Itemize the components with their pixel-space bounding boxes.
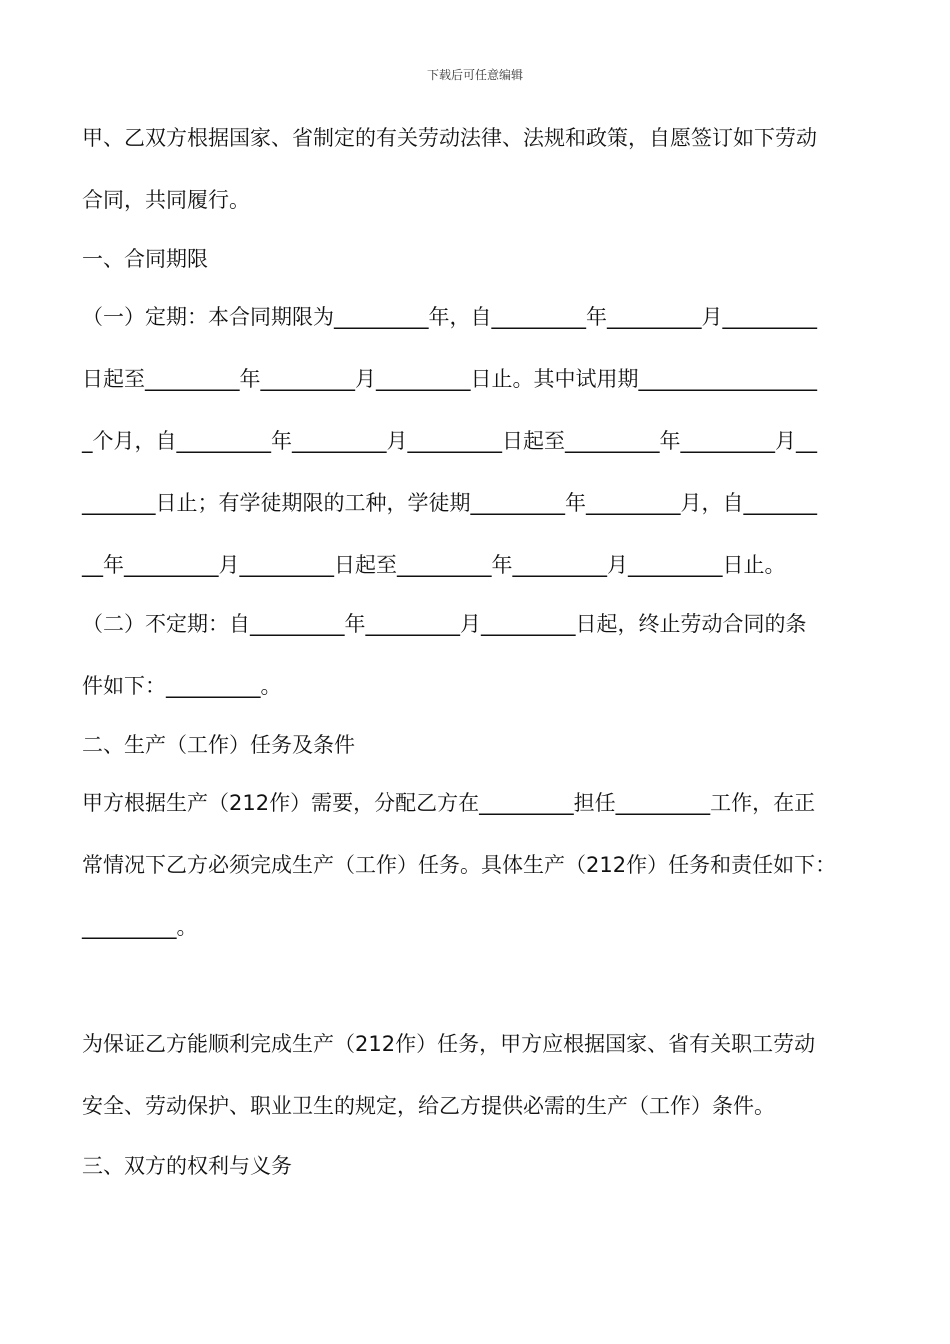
paragraph-line-tasks-3: _________。: [82, 915, 198, 939]
paragraph-line-fixed-term-3: _个月，自_________年_________月_________日起至_________年_________月__: [82, 429, 817, 453]
paragraph-line-1: 甲、乙双方根据国家、省制定的有关劳动法律、法规和政策，自愿签订如下劳动: [82, 126, 817, 150]
paragraph-line-conditions-2: 安全、劳动保护、职业卫生的规定，给乙方提供必需的生产（工作）条件。: [82, 1094, 775, 1118]
paragraph-line-tasks-2: 常情况下乙方必须完成生产（工作）任务。具体生产（212作）任务和责任如下：: [82, 853, 837, 877]
paragraph-line-fixed-term-1: （一）定期：本合同期限为_________年，自_________年_________月_________: [82, 305, 817, 329]
paragraph-line-fixed-term-4: _______日止；有学徒期限的工种，学徒期_________年_________月，自_______: [82, 491, 817, 515]
paragraph-line-fixed-term-5: __年_________月_________日起至_________年_________月_________日止。: [82, 553, 786, 577]
page-header-note: 下载后可任意编辑: [426, 68, 523, 82]
paragraph-line-open-term-1: （二）不定期：自_________年_________月_________日起，终止劳动合同的条: [82, 612, 807, 636]
paragraph-line-open-term-2: 件如下：_________。: [82, 674, 282, 698]
paragraph-line-conditions-1: 为保证乙方能顺利完成生产（212作）任务，甲方应根据国家、省有关职工劳动: [82, 1032, 816, 1056]
section-heading-contract-term: 一、合同期限: [82, 247, 208, 271]
paragraph-line-tasks-1: 甲方根据生产（212作）需要，分配乙方在_________担任_________工作，在正: [82, 791, 816, 815]
section-heading-rights-obligations: 三、双方的权利与义务: [82, 1154, 292, 1178]
paragraph-line-2: 合同，共同履行。: [82, 188, 250, 212]
paragraph-line-fixed-term-2: 日起至_________年_________月_________日止。其中试用期_________________: [82, 367, 817, 391]
section-heading-tasks-conditions: 二、生产（工作）任务及条件: [82, 733, 355, 757]
